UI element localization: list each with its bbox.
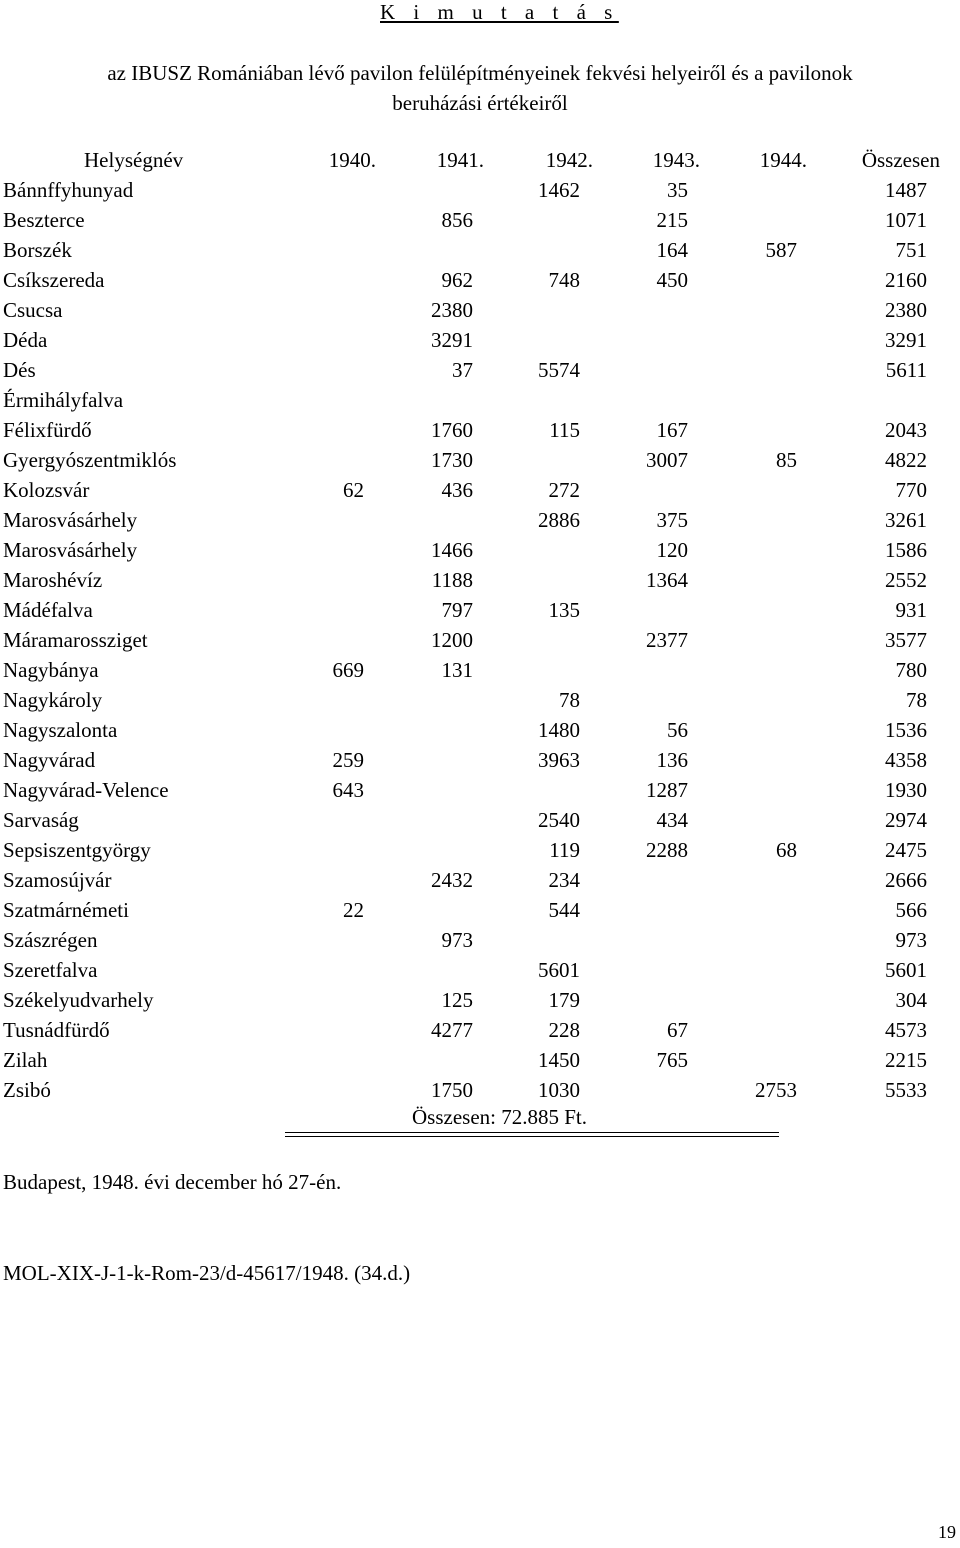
value-total: 5611 [885,358,927,382]
table-row [0,655,960,685]
value-total: 2666 [885,868,927,892]
value-1942: 135 [548,598,580,622]
value-1942: 1462 [538,178,580,202]
place-name: Zilah [3,1048,48,1072]
header-1940: 1940. [328,148,376,172]
header-1944: 1944. [759,148,807,172]
value-1942: 234 [548,868,580,892]
value-1941: 2432 [431,868,473,892]
place-name: Dés [3,358,36,382]
value-1942: 179 [548,988,580,1012]
value-total: 2215 [885,1048,927,1072]
value-1942: 115 [549,418,580,442]
value-total: 2160 [885,268,927,292]
table-row [0,535,960,565]
place-name: Szamosújvár [3,868,112,892]
place-name: Nagybánya [3,658,99,682]
value-1940: 643 [332,778,364,802]
value-1943: 35 [667,178,688,202]
value-1940: 669 [332,658,364,682]
value-total: 2974 [885,808,927,832]
table-row [0,805,960,835]
value-total: 770 [895,478,927,502]
table-row [0,685,960,715]
place-name: Sepsiszentgyörgy [3,838,151,862]
value-1941: 962 [441,268,473,292]
value-total: 2380 [885,298,927,322]
place-and-date: Budapest, 1948. évi december hó 27-én. [3,1170,342,1194]
value-total: 1930 [885,778,927,802]
value-1943: 167 [656,418,688,442]
value-1942: 1450 [538,1048,580,1072]
table-body [0,175,960,1105]
value-1941: 2380 [431,298,473,322]
value-1942: 1030 [538,1078,580,1102]
value-total: 931 [895,598,927,622]
value-1940: 22 [343,898,364,922]
table-row [0,1075,960,1105]
table-row [0,415,960,445]
table-row [0,985,960,1015]
value-1942: 3963 [538,748,580,772]
value-1942: 544 [548,898,580,922]
table-row [0,925,960,955]
table-row [0,565,960,595]
place-name: Érmihályfalva [3,388,124,412]
place-name: Bánnffyhunyad [3,178,134,202]
value-1941: 1188 [431,568,473,592]
table-row [0,445,960,475]
table-row [0,295,960,325]
value-1941: 436 [441,478,473,502]
value-total: 4358 [885,748,927,772]
value-1943: 450 [656,268,688,292]
table-row [0,865,960,895]
place-name: Marosvásárhely [3,538,138,562]
investment-table [0,145,960,1105]
value-1943: 2377 [646,628,688,652]
value-total: 2475 [885,838,927,862]
place-name: Mádéfalva [3,598,93,622]
value-1942: 748 [548,268,580,292]
value-total: 3577 [885,628,927,652]
value-total: 5601 [885,958,927,982]
value-total: 2552 [885,568,927,592]
table-row [0,775,960,805]
place-name: Déda [3,328,48,352]
value-1943: 164 [656,238,688,262]
header-1943: 1943. [652,148,700,172]
document-subtitle [0,58,960,118]
place-name: Sarvaság [3,808,79,832]
page-number: 19 [938,1522,956,1542]
value-1943: 120 [656,538,688,562]
place-name: Borszék [3,238,72,262]
table-row [0,385,960,415]
value-total: 4822 [885,448,927,472]
value-total: 78 [906,688,927,712]
place-name: Tusnádfürdő [3,1018,110,1042]
table-row [0,745,960,775]
value-1944: 85 [776,448,797,472]
value-1943: 434 [656,808,688,832]
table-row [0,715,960,745]
value-total: 973 [895,928,927,952]
table-row [0,625,960,655]
header-1942: 1942. [545,148,593,172]
value-1941: 1750 [431,1078,473,1102]
value-1941: 973 [441,928,473,952]
value-1941: 131 [441,658,473,682]
subtitle-line-1: az IBUSZ Romániában lévő pavilon felülépítményeinek fekvési helyeiről és a pavilonok [107,61,853,85]
place-name: Csucsa [3,298,63,322]
place-name: Nagyvárad-Velence [3,778,169,802]
table-row [0,475,960,505]
header-place-name: Helységnév [84,148,184,172]
value-1943: 56 [667,718,688,742]
place-name: Máramarossziget [3,628,148,652]
place-name: Gyergyószentmiklós [3,448,177,472]
value-1941: 37 [452,358,473,382]
value-1941: 3291 [431,328,473,352]
value-1941: 125 [441,988,473,1012]
value-total: 4573 [885,1018,927,1042]
table-row [0,835,960,865]
table-row [0,235,960,265]
place-name: Marosvásárhely [3,508,138,532]
value-1942: 5601 [538,958,580,982]
place-name: Csíkszereda [3,268,105,292]
place-name: Félixfürdő [3,418,92,442]
table-row [0,955,960,985]
table-row [0,1045,960,1075]
value-total: 566 [895,898,927,922]
value-total: 5533 [885,1078,927,1102]
grand-total: Összesen: 72.885 Ft. [412,1105,587,1129]
value-total: 3291 [885,328,927,352]
place-name: Szatmárnémeti [3,898,129,922]
archive-reference: MOL-XIX-J-1-k-Rom-23/d-45617/1948. (34.d.) [3,1261,411,1285]
table-row [0,595,960,625]
value-1943: 67 [667,1018,688,1042]
double-underline [285,1132,779,1137]
value-1941: 797 [441,598,473,622]
place-name: Székelyudvarhely [3,988,154,1012]
value-total: 780 [895,658,927,682]
value-1943: 136 [656,748,688,772]
value-total: 304 [895,988,927,1012]
place-name: Nagykároly [3,688,103,712]
value-1942: 2886 [538,508,580,532]
value-total: 3261 [885,508,927,532]
value-1942: 228 [548,1018,580,1042]
table-row [0,265,960,295]
value-total: 751 [895,238,927,262]
value-1941: 1466 [431,538,473,562]
place-name: Szeretfalva [3,958,98,982]
value-1942: 272 [548,478,580,502]
value-1944: 2753 [755,1078,797,1102]
header-total: Összesen [861,148,940,172]
value-1941: 1200 [431,628,473,652]
value-total: 1536 [885,718,927,742]
place-name: Beszterce [3,208,85,232]
table-row [0,325,960,355]
value-1943: 215 [656,208,688,232]
value-1943: 3007 [646,448,688,472]
value-1941: 1730 [431,448,473,472]
place-name: Maroshévíz [3,568,103,592]
value-1944: 587 [765,238,797,262]
value-1940: 259 [332,748,364,772]
header-1941: 1941. [436,148,484,172]
table-row [0,205,960,235]
place-name: Szászrégen [3,928,98,952]
value-1943: 1364 [646,568,688,592]
table-row [0,505,960,535]
value-total: 1586 [885,538,927,562]
value-1944: 68 [776,838,797,862]
value-total: 2043 [885,418,927,442]
value-1942: 119 [549,838,580,862]
value-1943: 2288 [646,838,688,862]
value-1943: 375 [656,508,688,532]
value-1942: 5574 [538,358,580,382]
value-1941: 4277 [431,1018,473,1042]
table-row [0,175,960,205]
value-1941: 856 [441,208,473,232]
document-title: K i m u t a t á s [380,0,619,24]
value-1942: 1480 [538,718,580,742]
table-row [0,895,960,925]
table-row [0,355,960,385]
subtitle-line-2: beruházási értékeiről [392,91,568,115]
value-total: 1071 [885,208,927,232]
table-header-row [0,145,960,175]
table-row [0,1015,960,1045]
value-1942: 2540 [538,808,580,832]
place-name: Nagyszalonta [3,718,118,742]
value-1940: 62 [343,478,364,502]
place-name: Nagyvárad [3,748,96,772]
value-1941: 1760 [431,418,473,442]
value-1942: 78 [559,688,580,712]
place-name: Zsibó [3,1078,51,1102]
value-total: 1487 [885,178,927,202]
place-name: Kolozsvár [3,478,90,502]
value-1943: 1287 [646,778,688,802]
value-1943: 765 [656,1048,688,1072]
